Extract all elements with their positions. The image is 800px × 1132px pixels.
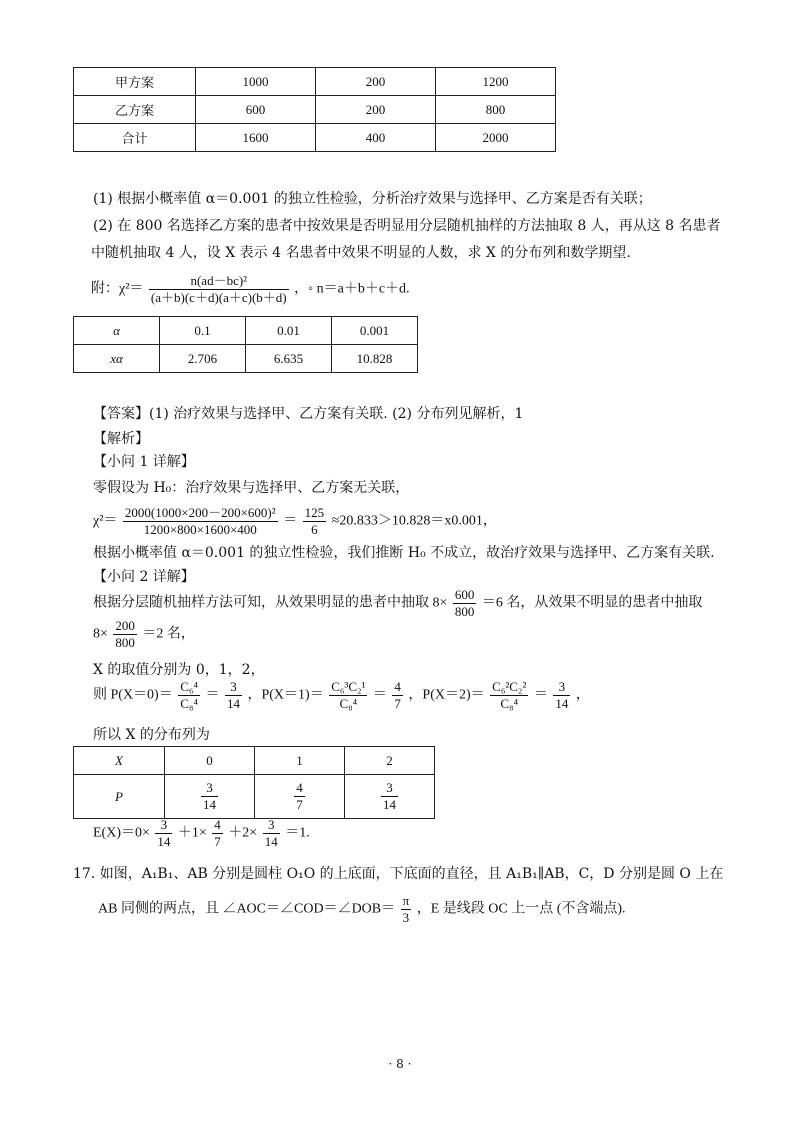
expectation-line xyxy=(93,817,310,850)
p-value-fraction xyxy=(294,780,305,813)
p0-result-den: 14 xyxy=(226,696,240,711)
expect-suffix: ＝1. xyxy=(285,825,310,841)
pi-num: π xyxy=(402,893,410,908)
expect-mid1: ＋1× xyxy=(177,825,207,841)
p1-result-fraction xyxy=(392,679,403,712)
question-part1: (1) 根据小概率值 α＝0.001 的独立性检验，分析治疗效果与选择甲、乙方案是否有关联； xyxy=(93,191,652,207)
p1-prefix: ，P(X＝1)＝ xyxy=(247,687,324,703)
p2-prefix: ，P(X＝2)＝ xyxy=(408,687,485,703)
appendix-num: n(ad－bc)² xyxy=(149,273,289,290)
p1-result-num: 4 xyxy=(394,679,401,694)
cell: 2.706 xyxy=(160,345,246,373)
e2-fraction xyxy=(212,817,223,850)
appendix-fraction xyxy=(149,273,289,306)
pi-den: 3 xyxy=(402,910,410,925)
p0-comb-fraction xyxy=(178,679,200,712)
appendix-formula xyxy=(91,273,410,306)
cell: 6.635 xyxy=(246,345,332,373)
p0-den: C₈⁴ xyxy=(180,696,198,711)
p2-comb-fraction xyxy=(490,679,528,712)
strat-fraction xyxy=(453,587,477,620)
p-den: 14 xyxy=(383,797,396,812)
strat-den: 800 xyxy=(454,604,475,619)
p-value xyxy=(255,775,345,819)
p-num: 3 xyxy=(381,780,398,797)
p1-eq: ＝ xyxy=(372,687,387,703)
e3-fraction xyxy=(263,817,280,850)
conclusion1: 根据小概率值 α＝0.001 的独立性检验，我们推断 H₀ 不成立，故治疗效果与选择甲、乙方案有关联. xyxy=(93,545,715,561)
strat2-num: 200 xyxy=(115,618,135,633)
e1-num: 3 xyxy=(155,817,172,834)
p1-den: C₈⁴ xyxy=(339,696,358,711)
question-part2-line1: (2) 在 800 名选择乙方案的患者中按效果是否明显用分层随机抽样的方法抽取 8 人，再从这 8 名患者 xyxy=(93,218,721,234)
p0-eq: ＝ xyxy=(205,687,220,703)
distribution-intro: 所以 X 的分布列为 xyxy=(93,727,210,743)
cell: 0.01 xyxy=(246,317,332,345)
p1-comb-fraction xyxy=(329,679,367,712)
q17-line2 xyxy=(98,893,626,926)
p0-result-num: 3 xyxy=(225,679,242,696)
cell: 合计 xyxy=(74,124,196,152)
analysis-label: 【解析】 xyxy=(93,431,149,447)
probability-line xyxy=(93,679,590,712)
question-part2-line2: 中随机抽取 4 人，设 X 表示 4 名患者中效果不明显的人数，求 X 的分布列和数学期望. xyxy=(91,245,631,261)
chi-result-num: 125 xyxy=(304,505,325,520)
chi-result-fraction xyxy=(303,505,327,538)
cell: 乙方案 xyxy=(74,96,196,124)
p-value-fraction xyxy=(201,780,218,813)
strat2-den: 800 xyxy=(115,635,135,650)
cell: 800 xyxy=(436,96,556,124)
expect-mid2: ＋2× xyxy=(228,825,258,841)
e1-fraction xyxy=(155,817,172,850)
x-value: 0 xyxy=(165,747,255,775)
e3-num: 3 xyxy=(263,817,280,834)
cell: 1200 xyxy=(436,68,556,96)
p0-num: C₆⁴ xyxy=(180,679,198,694)
p-den: 7 xyxy=(296,797,303,812)
chi-result-den: 6 xyxy=(311,522,318,537)
alpha-header: α xyxy=(74,317,160,345)
alpha-table xyxy=(73,316,418,373)
stratified-line1 xyxy=(93,587,702,620)
chi-suffix: ≈20.833＞10.828＝x0.001， xyxy=(331,513,497,529)
cell: 200 xyxy=(316,68,436,96)
p2-result-fraction xyxy=(553,679,570,712)
chi-num: 2000(1000×200－200×600)² xyxy=(124,505,276,520)
chi-prefix: χ²＝ xyxy=(93,513,118,529)
p1-result-den: 7 xyxy=(394,696,401,711)
values-line: X 的取值分别为 0，1，2， xyxy=(93,662,265,678)
e2-num: 4 xyxy=(214,817,221,832)
p-value xyxy=(345,775,435,819)
pi-fraction xyxy=(401,893,412,926)
chi-eq: ＝ xyxy=(283,513,298,529)
p2-result-num: 3 xyxy=(553,679,570,696)
p-num: 4 xyxy=(296,780,303,795)
x-value: 2 xyxy=(345,747,435,775)
page-number: · 8 · xyxy=(388,1057,412,1071)
sub2-title: 【小问 2 详解】 xyxy=(93,569,195,585)
x-label: X xyxy=(74,747,165,775)
appendix-suffix: ，◦ n＝a＋b＋c＋d. xyxy=(294,281,410,297)
p2-eq: ＝ xyxy=(533,687,548,703)
cell: 600 xyxy=(196,96,316,124)
strat2-suffix: ＝2 名， xyxy=(142,626,195,642)
answer-line: 【答案】(1) 治疗效果与选择甲、乙方案有关联. (2) 分布列见解析，1 xyxy=(93,406,524,422)
p-label: P xyxy=(74,775,165,819)
strat2-prefix: 8× xyxy=(93,626,108,642)
cell: 200 xyxy=(316,96,436,124)
strat2-fraction xyxy=(113,618,137,651)
p1-num: C₆³C₂¹ xyxy=(331,679,366,694)
p2-num: C₆²C₂² xyxy=(492,679,527,694)
x-alpha-label: xα xyxy=(74,345,160,373)
null-hypothesis: 零假设为 H₀：治疗效果与选择甲、乙方案无关联， xyxy=(93,480,410,496)
cell: 1600 xyxy=(196,124,316,152)
cell: 2000 xyxy=(436,124,556,152)
cell: 甲方案 xyxy=(74,68,196,96)
cell: 10.828 xyxy=(332,345,418,373)
appendix-den: (a＋b)(c＋d)(a＋c)(b＋d) xyxy=(150,290,287,305)
p2-result-den: 14 xyxy=(555,696,569,711)
e2-den: 7 xyxy=(214,834,221,849)
p-value xyxy=(165,775,255,819)
p-num: 3 xyxy=(201,780,218,797)
q17-line1: 17. 如图，A₁B₁、AB 分别是圆柱 O₁O 的上底面，下底面的直径，且 A₁B₁∥AB，C，D 分别是圆 O 上在 xyxy=(73,866,724,882)
cell: 0.001 xyxy=(332,317,418,345)
chi-fraction xyxy=(123,505,278,538)
strat-prefix: 根据分层随机抽样方法可知，从效果明显的患者中抽取 8× xyxy=(93,595,448,611)
q17-line2-suffix: ，E 是线段 OC 上一点 (不含端点). xyxy=(416,901,626,917)
stratified-line2 xyxy=(93,618,195,651)
p0-result-fraction xyxy=(225,679,242,712)
distribution-table xyxy=(73,746,435,819)
e1-den: 14 xyxy=(157,834,171,849)
e3-den: 14 xyxy=(264,834,278,849)
cell: 1000 xyxy=(196,68,316,96)
q17-line2-prefix: AB 同侧的两点，且 ∠AOC＝∠COD＝∠DOB＝ xyxy=(98,901,396,917)
p2-suffix: ， xyxy=(575,687,590,703)
x-value: 1 xyxy=(255,747,345,775)
strat-num: 600 xyxy=(454,587,475,602)
chi-den: 1200×800×1600×400 xyxy=(143,522,257,537)
expect-prefix: E(X)＝0× xyxy=(93,825,150,841)
p-value-fraction xyxy=(381,780,398,813)
sub1-title: 【小问 1 详解】 xyxy=(93,454,195,470)
top-table xyxy=(73,67,556,152)
chi-square-calc xyxy=(93,505,497,538)
strat-suffix: ＝6 名，从效果不明显的患者中抽取 xyxy=(481,595,703,611)
cell: 0.1 xyxy=(160,317,246,345)
p0-prefix: 则 P(X＝0)＝ xyxy=(93,687,173,703)
p-den: 14 xyxy=(203,797,216,812)
appendix-prefix: 附：χ²＝ xyxy=(91,281,144,297)
cell: 400 xyxy=(316,124,436,152)
p2-den: C₈⁴ xyxy=(500,696,519,711)
